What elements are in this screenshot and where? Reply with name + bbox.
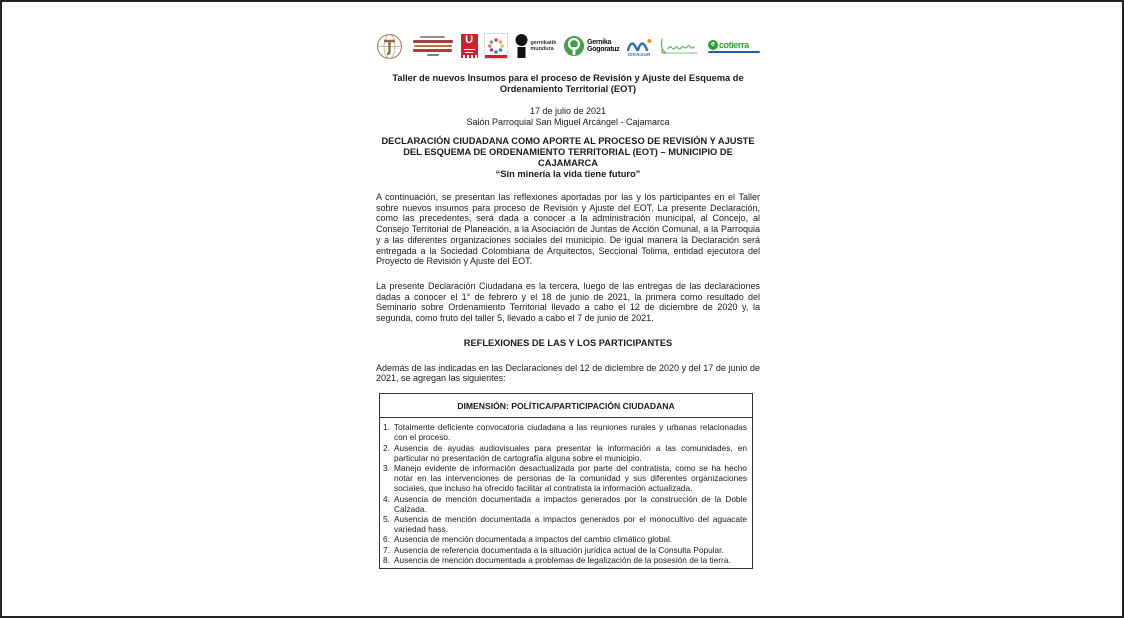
document-page bbox=[376, 32, 760, 569]
gernikatik-label: gernikatik mundura bbox=[530, 40, 557, 52]
universidad-letter: U bbox=[465, 34, 474, 46]
event-date-venue bbox=[376, 106, 760, 127]
table-row: 4. Ausencia de mención documentada a impactos generados por la construcción de la Doble Calzada. bbox=[383, 493, 747, 514]
territorio-text-block bbox=[412, 36, 454, 57]
table-row: 3. Manejo evidente de información desactualizada por parte del contratista, como se ha hecho notar en las intervenciones de personas de la comunidad y sus diferentes organizaciones sociales, que incluso ha ofrecido facilitar al contratista la información actualizada. bbox=[383, 462, 747, 494]
declaration-slogan: “Sin minería la vida tiene futuro” bbox=[495, 169, 641, 179]
workshop-title: Taller de nuevos Insumos para el proceso de Revisión y Ajuste del Esquema de Ordenamiento Territorial (EOT) bbox=[392, 73, 744, 94]
reflections-table bbox=[379, 393, 753, 569]
table-row: 5. Ausencia de mención documentada a impactos generados por el monocultivo del aguacate variedad hass. bbox=[383, 513, 747, 535]
table-header-dimension: DIMENSIÓN: POLÍTICA/PARTICIPACIÓN CIUDADANA bbox=[380, 394, 752, 418]
table-row: 8. Ausencia de mención documentada a problemas de legalización de la posesión de la tierra. bbox=[383, 554, 731, 565]
gernika-tree-icon bbox=[563, 35, 585, 57]
globe-territorio-icon bbox=[376, 33, 403, 60]
universidad-tolima-logo bbox=[461, 34, 478, 58]
gernika-gogoratuz-label: Gernika Gogoratuz bbox=[587, 39, 620, 53]
table-row: 1. Totalmente deficiente convocatoria ciudadana a las reuniones rurales y urbanas relacionadas con el proceso. bbox=[383, 422, 747, 443]
declaration-heading: DECLARACIÓN CIUDADANA COMO APORTE AL PROCESO DE REVISIÓN Y AJUSTE DEL ESQUEMA DE ORDENAMIENTO TERRITORIAL (EOT) – MUNICIPIO DE CAJAMARCA bbox=[381, 136, 755, 168]
gernikatik-mundura-logo bbox=[515, 33, 556, 59]
table-row: 6. Ausencia de mención documentada a impactos del cambio climático global. bbox=[383, 534, 673, 545]
table-body bbox=[380, 418, 752, 568]
event-date: 17 de julio de 2021 bbox=[529, 106, 607, 116]
ecotierra-label: cotierra bbox=[718, 39, 749, 50]
idensur-label: IDENSUR bbox=[627, 51, 651, 57]
ecotierra-e-icon: e bbox=[708, 40, 718, 50]
event-venue: Salón Parroquial San Miguel Arcángel - Cajamarca bbox=[466, 116, 670, 127]
script-signature-logo bbox=[659, 35, 701, 57]
table-row: 7. Ausencia de referencia documentada a la situación jurídica actual de la Consulta Popular. bbox=[383, 544, 724, 555]
table-row: 2. Ausencia de ayudas audiovisuales para presentar la información a las comunidades, en particular no presentación de cartografía alguna sobre el municipio. bbox=[383, 442, 747, 463]
logo-banner bbox=[376, 32, 760, 60]
idensur-logo bbox=[626, 36, 652, 57]
gernika-gogoratuz-logo bbox=[563, 35, 619, 57]
color-dots-logo bbox=[484, 33, 508, 59]
paragraph-2: La presente Declaración Ciudadana es la tercera, luego de las entregas de las declaraciones dadas a conocer el 1° de febrero y el 18 de junio de 2021, la primera como resultado del Seminario sobre Ordenamiento Territorial llevado a cabo el 12 de diciembre de 2020 y, la segunda, como fruto del taller 5, llevado a cabo el 7 de junio de 2021. bbox=[376, 280, 760, 324]
ecotierra-logo bbox=[708, 40, 760, 53]
ecotierra-tagline-bar bbox=[708, 51, 760, 53]
gernikatik-paddle-icon bbox=[515, 33, 528, 59]
idensur-figures-icon bbox=[626, 36, 652, 52]
section-heading: REFLEXIONES DE LAS Y LOS PARTICIPANTES bbox=[463, 337, 673, 348]
paragraph-1: A continuación, se presentan las reflexiones aportadas por las y los participantes en el Taller sobre nuevos insumos para proceso de Revisión y Ajuste del EOT. La presente Declaración, como las precedentes, será dada a conocer a la administración municipal, al Concejo, al Consejo Territorial de Planeación, a la Asociación de Juntas de Acción Comunal, a la Parroquia y a las diferentes organizaciones sociales del municipio. De igual manera la Declaración será entregada a la Sociedad Colombiana de Arquitectos, Seccional Tolima, entidad ejecutora del Proyecto de Revisión y Ajuste del EOT. bbox=[376, 192, 760, 267]
intro-paragraph: Además de las indicadas en las Declaraciones del 12 de diciembre de 2020 y del 17 de junio de 2021, se agregan las siguientes: bbox=[376, 362, 760, 384]
